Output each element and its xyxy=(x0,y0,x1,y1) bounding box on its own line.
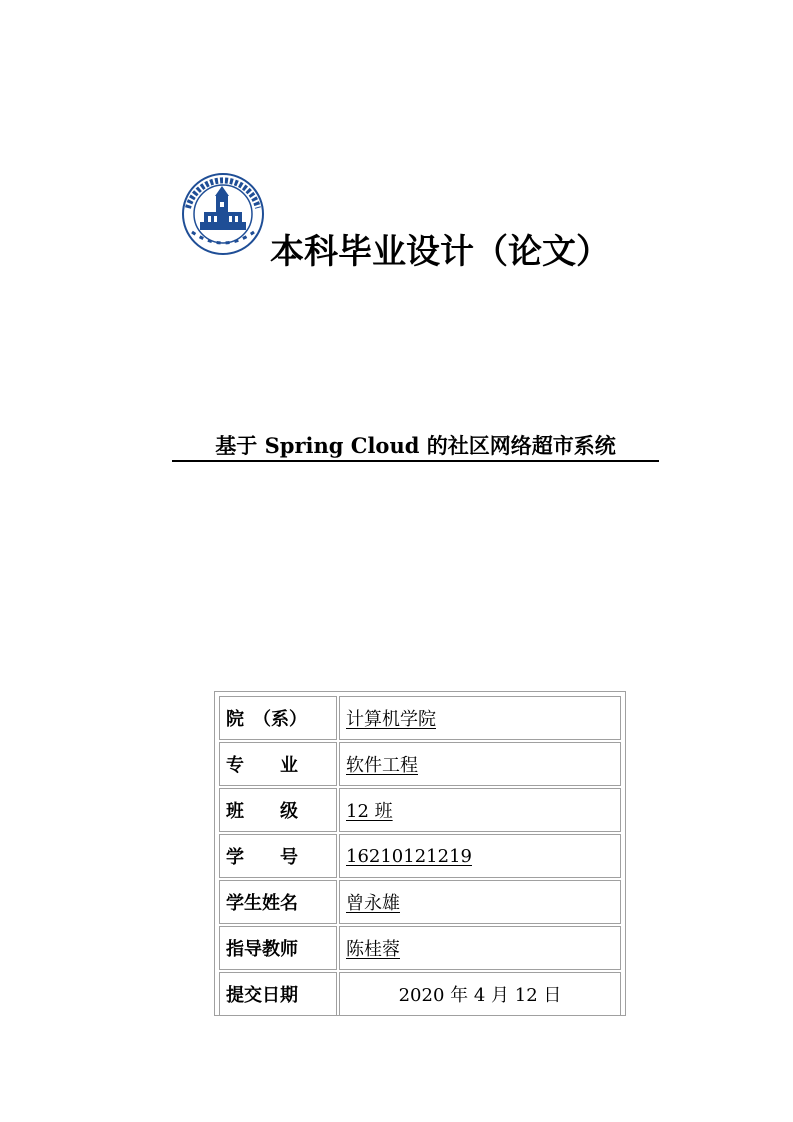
value-major xyxy=(339,742,621,786)
label-student-name: 学生姓名 xyxy=(219,880,337,924)
class-text: 12 班 xyxy=(346,801,393,822)
label-student-id: 学 号 xyxy=(219,834,337,878)
student-id-text: 16210121219 xyxy=(346,845,472,867)
university-logo xyxy=(178,172,268,256)
value-submit-date xyxy=(339,972,621,1016)
major-text: 软件工程 xyxy=(346,755,418,776)
table-row xyxy=(219,926,621,970)
thesis-title: 基于 Spring Cloud 的社区网络超市系统 xyxy=(172,432,659,462)
university-seal-icon xyxy=(178,172,268,256)
table-row xyxy=(219,880,621,924)
student-info-table xyxy=(214,691,626,1016)
table-row xyxy=(219,972,621,1016)
department-text: 计算机学院 xyxy=(346,709,436,730)
table-row xyxy=(219,742,621,786)
submit-date-text: 2020 年 4 月 12 日 xyxy=(398,985,562,1006)
label-major: 专 业 xyxy=(219,742,337,786)
value-department xyxy=(339,696,621,740)
student-name-text: 曾永雄 xyxy=(346,893,400,914)
table-row xyxy=(219,834,621,878)
advisor-text: 陈桂蓉 xyxy=(346,939,400,960)
cover-title: 本科毕业设计（论文） xyxy=(270,232,610,272)
value-advisor xyxy=(339,926,621,970)
label-advisor: 指导教师 xyxy=(219,926,337,970)
value-student-name xyxy=(339,880,621,924)
value-class xyxy=(339,788,621,832)
table-row xyxy=(219,788,621,832)
label-submit-date: 提交日期 xyxy=(219,972,337,1016)
label-department: 院 （系） xyxy=(219,696,337,740)
table-row xyxy=(219,696,621,740)
label-class: 班 级 xyxy=(219,788,337,832)
value-student-id xyxy=(339,834,621,878)
